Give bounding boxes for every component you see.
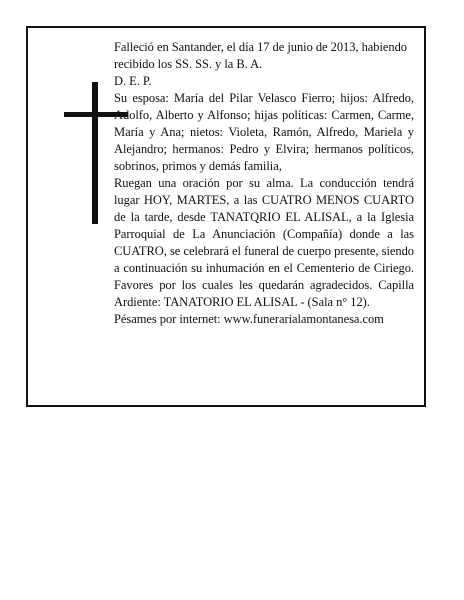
family-list: Su esposa: María del Pilar Velasco Fierro; hijos: Alfredo, Adolfo, Alberto y Alfonso; hijas políticas: Carmen, Carme, María y Ana; nietos: Violeta, Ramón, Alfredo, Mariela y Alejandro; hermanos: Pedro y Elvira; hermanos políticos, sobrinos, primos y demás familia, — [114, 91, 414, 173]
death-announcement: Falleció en Santander, el día 17 de junio de 2013, habiendo recibido los SS. SS. y la B. A. — [114, 40, 407, 71]
obituary-text — [114, 39, 414, 328]
cross-vertical-bar — [92, 82, 98, 224]
service-details: Ruegan una oración por su alma. La conducción tendrá lugar HOY, MARTES, a las CUATRO MENOS CUARTO de la tarde, desde TANATQRIO EL ALISAL, a la Iglesia Parroquial de La Anunciación (Compañía) donde a las CUATRO, se celebrará el funeral de cuerpo presente, siendo a continuación su inhumación en el Cementerio de Ciriego. Favores por los cuales les quedarán agradecidos. Capilla Ardiente: TANATORIO EL ALISAL - (Sala n° 12). — [114, 176, 414, 309]
condolences-website: Pésames por internet: www.funerarialamontanesa.com — [114, 312, 384, 326]
rest-in-peace-abbreviation: D. E. P. — [114, 74, 152, 88]
